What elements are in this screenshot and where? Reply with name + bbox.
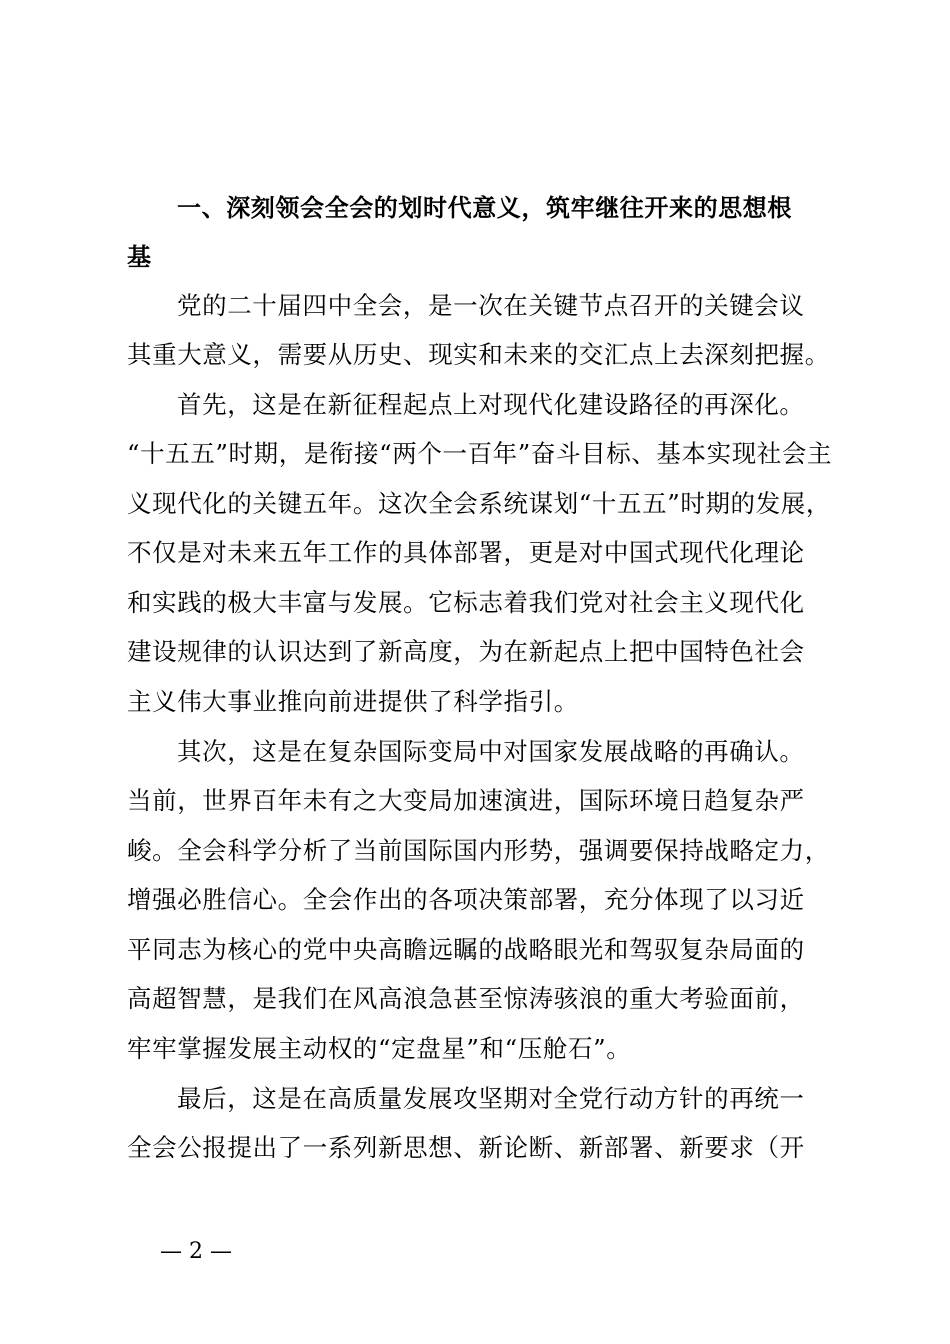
paragraph-line: 和实践的极大丰富与发展。它标志着我们党对社会主义现代化 [127,588,805,617]
paragraph-line: 高超智慧，是我们在风高浪急甚至惊涛骇浪的重大考验面前， [127,984,805,1013]
section-heading-line-1: 一、深刻领会全会的划时代意义，筑牢继往开来的思想根 [177,194,792,222]
paragraph-line: “十五五”时期，是衔接“两个一百年”奋斗目标、基本实现社会主 [127,439,833,468]
paragraph-line: 首先，这是在新征程起点上对现代化建设路径的再深化。 [177,390,805,419]
paragraph-line: 牢牢掌握发展主动权的“定盘星”和“压舱石”。 [127,1034,632,1063]
section-heading-line-2: 基 [127,243,152,271]
paragraph-line: 平同志为核心的党中央高瞻远瞩的战略眼光和驾驭复杂局面的 [127,935,805,964]
paragraph-line: 主义伟大事业推向前进提供了科学指引。 [127,687,579,716]
paragraph-line: 党的二十届四中全会，是一次在关键节点召开的关键会议 [177,291,805,320]
paragraph-line: 最后，这是在高质量发展攻坚期对全党行动方针的再统一 [177,1084,805,1113]
page-number: — 2 — [160,1239,232,1264]
paragraph-line: 峻。全会科学分析了当前国际国内形势，强调要保持战略定力， [127,836,830,865]
paragraph-line: 不仅是对未来五年工作的具体部署，更是对中国式现代化理论 [127,538,805,567]
paragraph-line: 当前，世界百年未有之大变局加速演进，国际环境日趋复杂严 [127,786,805,815]
paragraph-line: 其重大意义，需要从历史、现实和未来的交汇点上去深刻把握。 [127,340,830,369]
paragraph-line: 义现代化的关键五年。这次全会系统谋划“十五五”时期的发展， [127,489,831,518]
paragraph-line: 增强必胜信心。全会作出的各项决策部署，充分体现了以习近 [127,885,805,914]
paragraph-line: 建设规律的认识达到了新高度，为在新起点上把中国特色社会 [127,637,805,666]
paragraph-line: 其次，这是在复杂国际变局中对国家发展战略的再确认。 [177,737,805,766]
paragraph-line: 全会公报提出了一系列新思想、新论断、新部署、新要求（开 [127,1133,805,1162]
